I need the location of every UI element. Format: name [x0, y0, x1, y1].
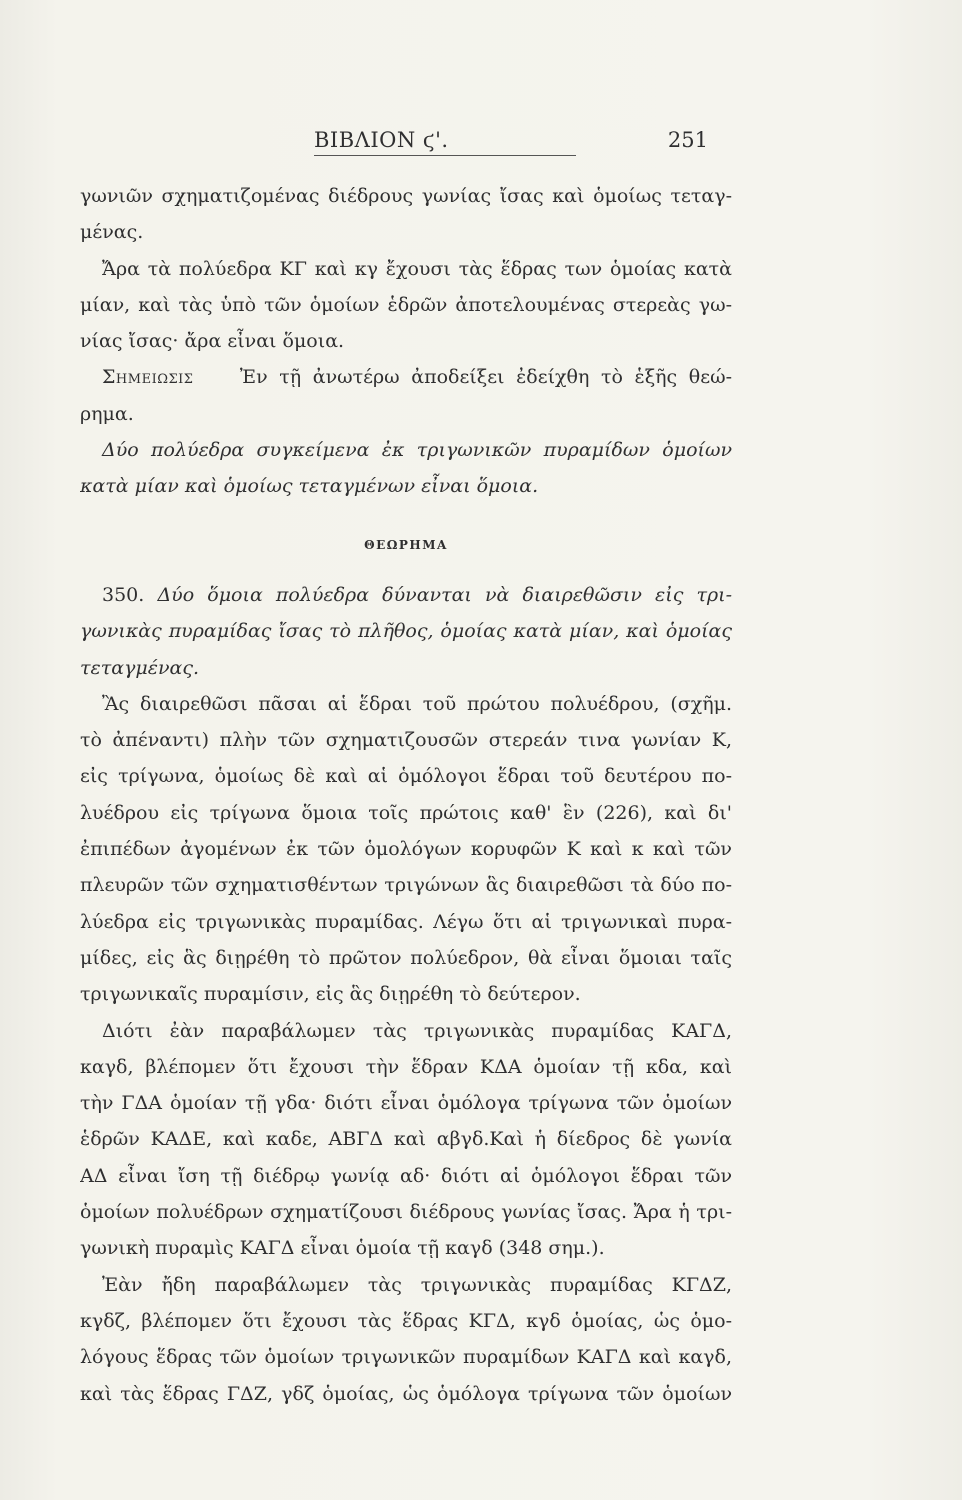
theorem-number: 350.	[102, 583, 145, 606]
text-line: καὶ τὰς ἕδρας ΓΔΖ, γδζ ὁμοίας, ὡς ὁμόλογα τρίγωνα τῶν ὁμοίων	[80, 1382, 732, 1405]
text-line: ΑΔ εἶναι ἴση τῇ διέδρῳ γωνίᾳ αδ· διότι αἱ ὁμόλογοι ἕδραι τῶν	[80, 1164, 732, 1187]
text-line: γωνιῶν σχηματιζομένας διέδρους γωνίας ἴσας καὶ ὁμοίως τεταγ-	[80, 185, 732, 207]
text-line: πλευρῶν τῶν σχηματισθέντων τριγώνων ἃς διαιρεθῶσι τὰ δύο πο-	[80, 874, 732, 897]
text-line: μίαν, καὶ τὰς ὑπὸ τῶν ὁμοίων ἑδρῶν ἀποτελουμένας στερεὰς γω-	[80, 293, 732, 316]
text-line: ἑδρῶν ΚΑΔΕ, καὶ καδε, ΑΒΓΔ καὶ αβγδ.Καὶ ἡ δίεδρος δὲ γωνία	[80, 1128, 732, 1151]
text-line: ἐπιπέδων ἀγομένων ἐκ τῶν ὁμολόγων κορυφῶν Κ καὶ κ καὶ τῶν	[80, 838, 732, 861]
text-line: μίδες, εἰς ἃς διῃρέθη τὸ πρῶτον πολύεδρον, θὰ εἶναι ὅμοιαι ταῖς	[80, 946, 732, 969]
section-heading: ΘΕΩΡΗΜΑ	[364, 537, 448, 552]
text-line: λόγους ἕδρας τῶν ὁμοίων τριγωνικῶν πυραμίδων ΚΑΓΔ καὶ καγδ,	[80, 1346, 732, 1369]
text-line: ὁμοίων πολυέδρων σχηματίζουσι διέδρους γωνίας ἴσας. Ἄρα ἡ τρι-	[80, 1201, 732, 1224]
page-body	[80, 178, 732, 1412]
text-line: τριγωνικαῖς πυραμίσιν, εἰς ἃς διῃρέθη τὸ δεύτερον.	[80, 983, 581, 1006]
running-header	[82, 128, 710, 158]
header-rule	[314, 155, 576, 156]
theorem-line	[80, 577, 732, 613]
text-line: λυέδρου εἰς τρίγωνα ὅμοια τοῖς πρώτοις καθ' ἓν (226), καὶ δι'	[80, 801, 732, 824]
theorem-statement-line: κατὰ μίαν καὶ ὁμοίως τεταγμένων εἶναι ὅμοια.	[80, 475, 539, 498]
theorem-statement-line: γωνικὰς πυραμίδας ἴσας τὸ πλῆθος, ὁμοίας κατὰ μίαν, καὶ ὁμοίας	[80, 620, 732, 643]
text-line: καγδ, βλέπομεν ὅτι ἔχουσι τὴν ἕδραν ΚΔΑ ὁμοίαν τῇ κδα, καὶ	[80, 1055, 732, 1078]
theorem-statement-line: τεταγμένας.	[80, 656, 200, 679]
text-line: Ἐὰν ἤδη παραβάλωμεν τὰς τριγωνικὰς πυραμίδας ΚΓΔΖ,	[102, 1273, 732, 1296]
text-line: τὸ ἀπέναντι) πλὴν τῶν σχηματιζουσῶν στερεάν τινα γωνίαν Κ,	[80, 729, 732, 752]
text-line: Ἄρα τὰ πολύεδρα ΚΓ καὶ κγ ἔχουσι τὰς ἕδρας των ὁμοίας κατὰ	[102, 257, 732, 280]
book-title: ΒΙΒΛΙΟΝ ϛ'.	[314, 128, 449, 152]
theorem-statement-line: Δύο πολύεδρα συγκείμενα ἐκ τριγωνικῶν πυραμίδων ὁμοίων	[102, 439, 732, 462]
text-line: νίας ἴσας· ἄρα εἶναι ὅμοια.	[80, 330, 345, 353]
theorem-text: Δύο ὅμοια πολύεδρα δύνανται νὰ διαιρεθῶσιν εἰς τρι-	[157, 583, 732, 606]
page-number: 251	[667, 128, 708, 152]
text-line: λύεδρα εἰς τριγωνικὰς πυραμίδας. Λέγω ὅτι αἱ τριγωνικαὶ πυρα-	[80, 910, 732, 933]
text-line: τὴν ΓΔΑ ὁμοίαν τῇ γδα· διότι εἶναι ὁμόλογα τρίγωνα τῶν ὁμοίων	[80, 1092, 732, 1115]
remark-text: Ἐν τῇ ἀνωτέρω ἀποδείξει ἐδείχθη τὸ ἑξῆς θεώ-	[239, 366, 732, 389]
text-line: Διότι ἐὰν παραβάλωμεν τὰς τριγωνικὰς πυραμίδας ΚΑΓΔ,	[102, 1019, 732, 1042]
text-line: κγδζ, βλέπομεν ὅτι ἔχουσι τὰς ἕδρας ΚΓΔ, κγδ ὁμοίας, ὡς ὁμο-	[80, 1309, 732, 1332]
text-line: γωνικὴ πυραμὶς ΚΑΓΔ εἶναι ὁμοία τῇ καγδ (348 σημ.).	[80, 1237, 605, 1260]
text-line: μένας.	[80, 221, 144, 244]
remark-label: Σημειωσις	[102, 366, 194, 389]
text-line: εἰς τρίγωνα, ὁμοίως δὲ καὶ αἱ ὁμόλογοι ἕδραι τοῦ δευτέρου πο-	[80, 765, 732, 788]
text-line: ρημα.	[80, 402, 134, 425]
text-line: Ἂς διαιρεθῶσι πᾶσαι αἱ ἕδραι τοῦ πρώτου πολυέδρου, (σχῆμ.	[102, 692, 732, 715]
remark-line	[80, 359, 732, 395]
